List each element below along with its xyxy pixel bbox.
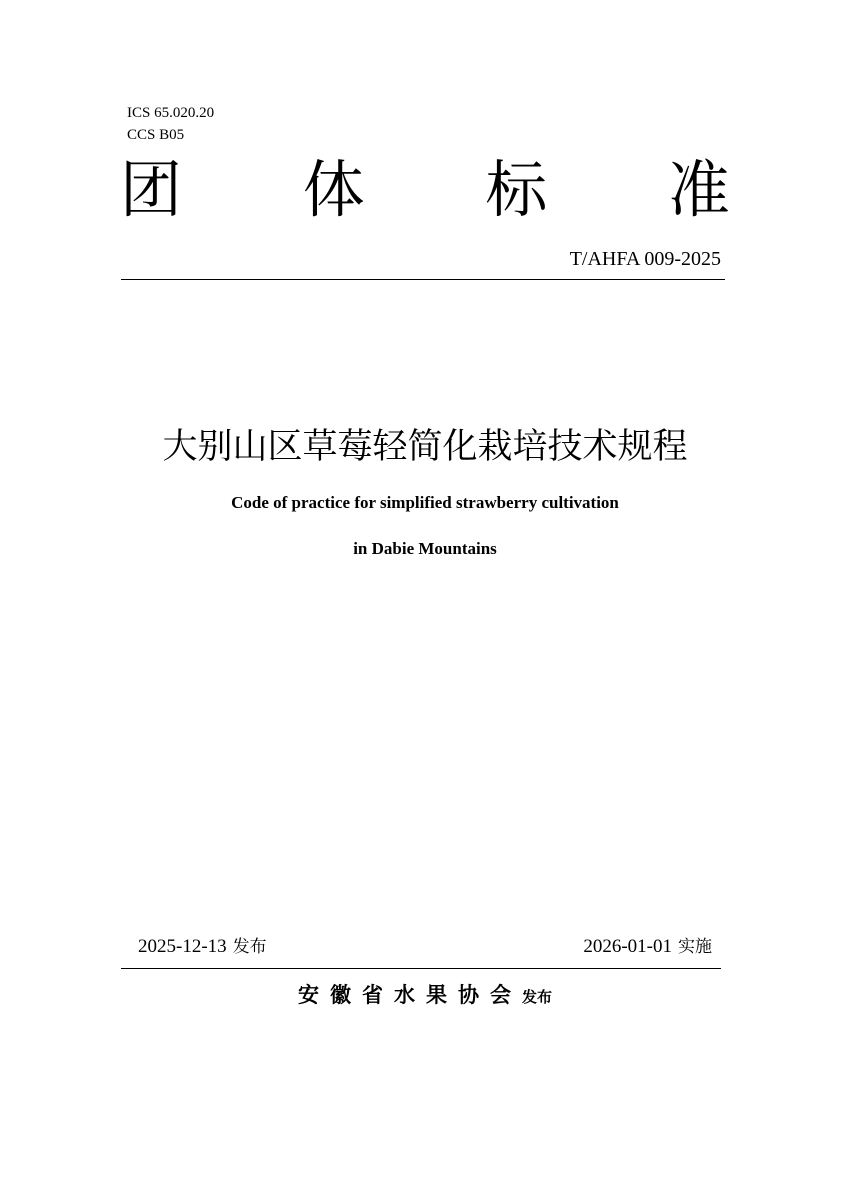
heading-char-1: 团 xyxy=(120,153,183,226)
issue-date-block xyxy=(138,935,267,959)
publisher-line xyxy=(0,980,850,1012)
publisher-organization: 安徽省水果协会 xyxy=(297,983,522,1007)
issue-date: 2025-12-13 xyxy=(138,936,227,957)
header-divider xyxy=(121,279,725,280)
standard-number: T/AHFA 009-2025 xyxy=(569,248,721,270)
implementation-date: 2026-01-01 xyxy=(583,936,672,957)
footer-divider xyxy=(121,968,721,969)
document-title-english-line1: Code of practice for simplified strawberry cultivation xyxy=(231,493,619,512)
standard-type-heading xyxy=(120,150,730,230)
implementation-date-block xyxy=(583,935,712,959)
ccs-code: CCS B05 xyxy=(127,127,185,143)
heading-char-4: 准 xyxy=(667,153,730,226)
publisher-suffix: 发布 xyxy=(521,988,552,1006)
ics-code: ICS 65.020.20 xyxy=(127,105,215,121)
heading-char-3: 标 xyxy=(485,153,548,226)
implementation-label: 实施 xyxy=(678,937,712,957)
issue-label: 发布 xyxy=(232,937,267,957)
heading-char-2: 体 xyxy=(302,153,365,226)
document-title-english-line2: in Dabie Mountains xyxy=(353,539,497,558)
document-title-chinese: 大别山区草莓轻简化栽培技术规程 xyxy=(162,427,688,467)
